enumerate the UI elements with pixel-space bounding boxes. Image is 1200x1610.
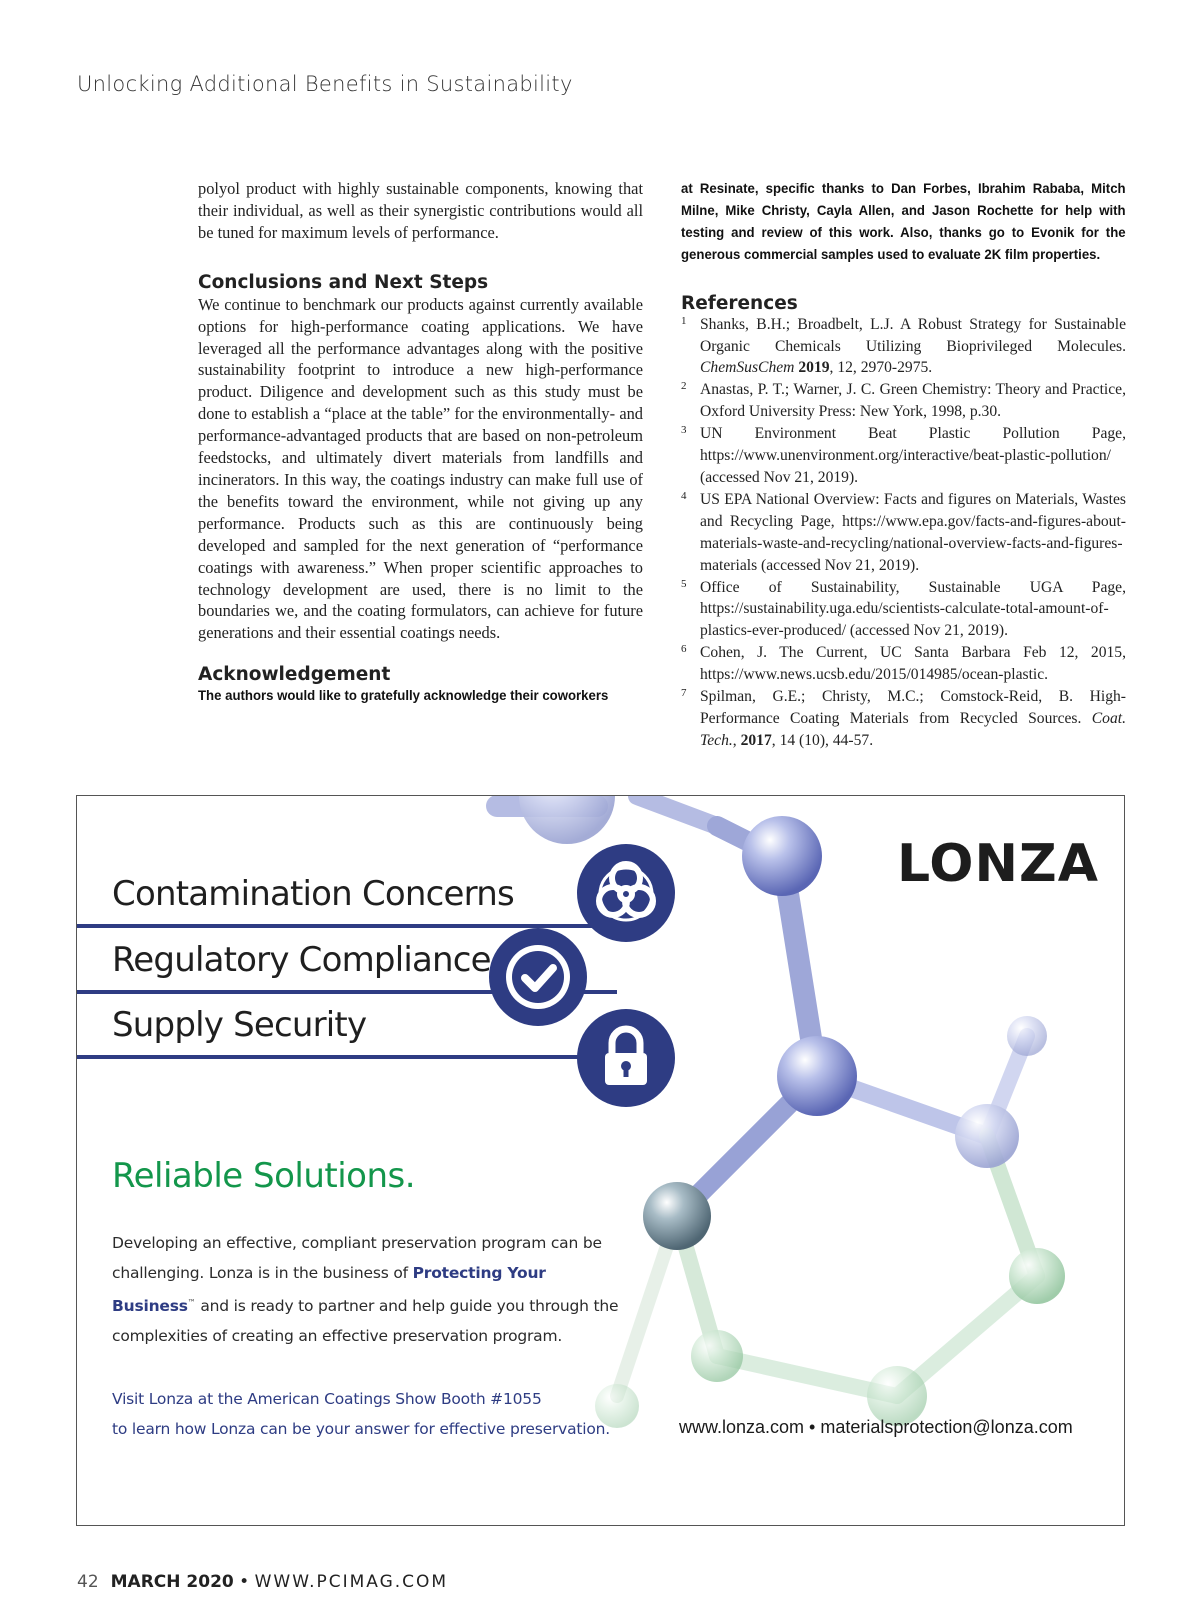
reference-number: 5 [681, 577, 687, 590]
acknowledgement-heading: Acknowledgement [198, 664, 391, 686]
footer-url: WWW.PCIMAG.COM [254, 1572, 449, 1592]
reference-number: 6 [681, 643, 687, 656]
checkmark-badge-icon [489, 928, 587, 1026]
trademark-symbol: ™ [187, 1298, 196, 1307]
band-label-supply: Supply Security [112, 1005, 367, 1045]
references-list [681, 314, 1126, 752]
acknowledgement-continued: at Resinate, specific thanks to Dan Forbes, Ibrahim Rababa, Mitch Milne, Mike Christy, Cayla Allen, and Jason Rochette for help with testing and review of this work. Also, thanks go to Evonik for the generous commercial samples used to evaluate 2K film properties. [681, 181, 1126, 262]
ad-tagline: Reliable Solutions. [112, 1156, 416, 1196]
reference-number: 7 [681, 687, 687, 700]
lock-icon [577, 1009, 675, 1107]
references-heading: References [681, 292, 798, 314]
reference-item [681, 642, 1126, 686]
left-column [198, 178, 643, 707]
right-column [681, 178, 1126, 752]
ad-visit-line-2: to learn how Lonza can be your answer for effective preservation. [112, 1420, 611, 1438]
reference-number: 1 [681, 314, 687, 327]
ad-body-text [112, 1228, 632, 1351]
band-label-regulatory: Regulatory Compliance [112, 940, 491, 980]
band-label-contamination: Contamination Concerns [112, 874, 514, 914]
conclusions-heading: Conclusions and Next Steps [198, 271, 489, 293]
running-head: Unlocking Additional Benefits in Sustainability [77, 72, 573, 96]
reference-text: US EPA National Overview: Facts and figures on Materials, Wastes and Recycling Page, https://www.epa.gov/facts-and-figures-about-materials-waste-and-recycling/national-overview-facts-and-figures-materials (accessed Nov 21, 2019). [700, 490, 1126, 574]
reference-text: Anastas, P. T.; Warner, J. C. Green Chemistry: Theory and Practice, Oxford University Press: New York, 1998, p.30. [700, 381, 1126, 421]
reference-tail: , 14 (10), 44-57. [771, 731, 874, 749]
biohazard-icon [577, 844, 675, 942]
reference-item: 7 Spilman, G.E.; Christy, M.C.; Comstock-Reid, B. High-Performance Coating Materials from Recycled Sources. Coat. Tech., 2017, 14 (10), 44-57. [681, 686, 1126, 752]
band-contamination [77, 858, 617, 928]
reference-text: Office of Sustainability, Sustainable UGA Page, https://sustainability.uga.edu/scientists-calculate-total-amount-of-plastics-ever-produced/ (accessed Nov 21, 2019). [700, 578, 1126, 640]
reference-year: 2019 [798, 359, 830, 377]
ad-visit-line-1: Visit Lonza at the American Coatings Show Booth #1055 [112, 1390, 542, 1408]
reference-number: 3 [681, 424, 687, 437]
reference-journal: Coat. Tech. [700, 709, 1126, 749]
ad-body-pre: Developing an effective, compliant preservation program can be challenging. Lonza is in the business of [112, 1234, 602, 1282]
reference-item [681, 489, 1126, 577]
reference-text: UN Environment Beat Plastic Pollution Page, https://www.unenvironment.org/interactive/beat-plastic-pollution/ (accessed Nov 21, 2019). [700, 425, 1126, 486]
lonza-logo: LONZA [897, 834, 1099, 894]
reference-item [681, 379, 1126, 423]
reference-number: 2 [681, 380, 687, 393]
acknowledgement-text: The authors would like to gratefully acknowledge their coworkers [198, 688, 609, 704]
reference-year: 2017 [740, 731, 772, 749]
page-number: 42 [77, 1572, 99, 1592]
reference-journal: ChemSusChem [700, 359, 795, 377]
ad-visit-text [112, 1384, 672, 1444]
page-footer [77, 1572, 448, 1592]
reference-item [681, 314, 1126, 380]
reference-text: Cohen, J. The Current, UC Santa Barbara Feb 12, 2015, https://www.news.ucsb.edu/2015/014985/ocean-plastic. [700, 644, 1126, 684]
issue-date: MARCH 2020 [110, 1572, 234, 1592]
ad-body-post: and is ready to partner and help guide you through the complexities of creating an effective preservation program. [112, 1297, 619, 1346]
reference-item [681, 423, 1126, 489]
conclusions-paragraph: We continue to benchmark our products against currently available options for high-performance coating applications. We have leveraged all the performance advantages along with the positive sustainability footprint to introduce a new high-performance product. Diligence and development such as this study must be done to establish a “place at the table” for the environmentally- and performance-advantaged products that are based on non-petroleum feedstocks, and ultimately divert materials from landfills and incinerators. In this way, the coatings industry can make full use of the benefits toward the environment, while not giving up any performance. Products such as this are continuously being developed and sampled for the next generation of “performance coatings with awareness.” When proper scientific approaches to technology development are used, there is no limit to the boundaries we, and the coating formulators, can achieve for future generations and their essential coatings needs. [198, 294, 643, 643]
reference-item [681, 577, 1126, 643]
ad-contact: www.lonza.com • materialsprotection@lonza.com [679, 1417, 1073, 1437]
reference-number: 4 [681, 489, 687, 502]
lonza-advertisement [76, 795, 1125, 1526]
intro-paragraph: polyol product with highly sustainable components, knowing that their individual, as well as their synergistic contributions would all be tuned for maximum levels of performance. [198, 179, 643, 242]
reference-tail: , 12, 2970-2975. [829, 359, 933, 377]
reference-text: Spilman, G.E.; Christy, M.C.; Comstock-Reid, B. High-Performance Coating Materials from Recycled Sources. [700, 688, 1126, 727]
footer-bullet: • [239, 1572, 250, 1592]
reference-text: Shanks, B.H.; Broadbelt, L.J. A Robust Strategy for Sustainable Organic Chemicals Utilizing Bioprivileged Molecules. [700, 315, 1126, 355]
ad-body-brand: Protecting Your Business [112, 1264, 546, 1316]
